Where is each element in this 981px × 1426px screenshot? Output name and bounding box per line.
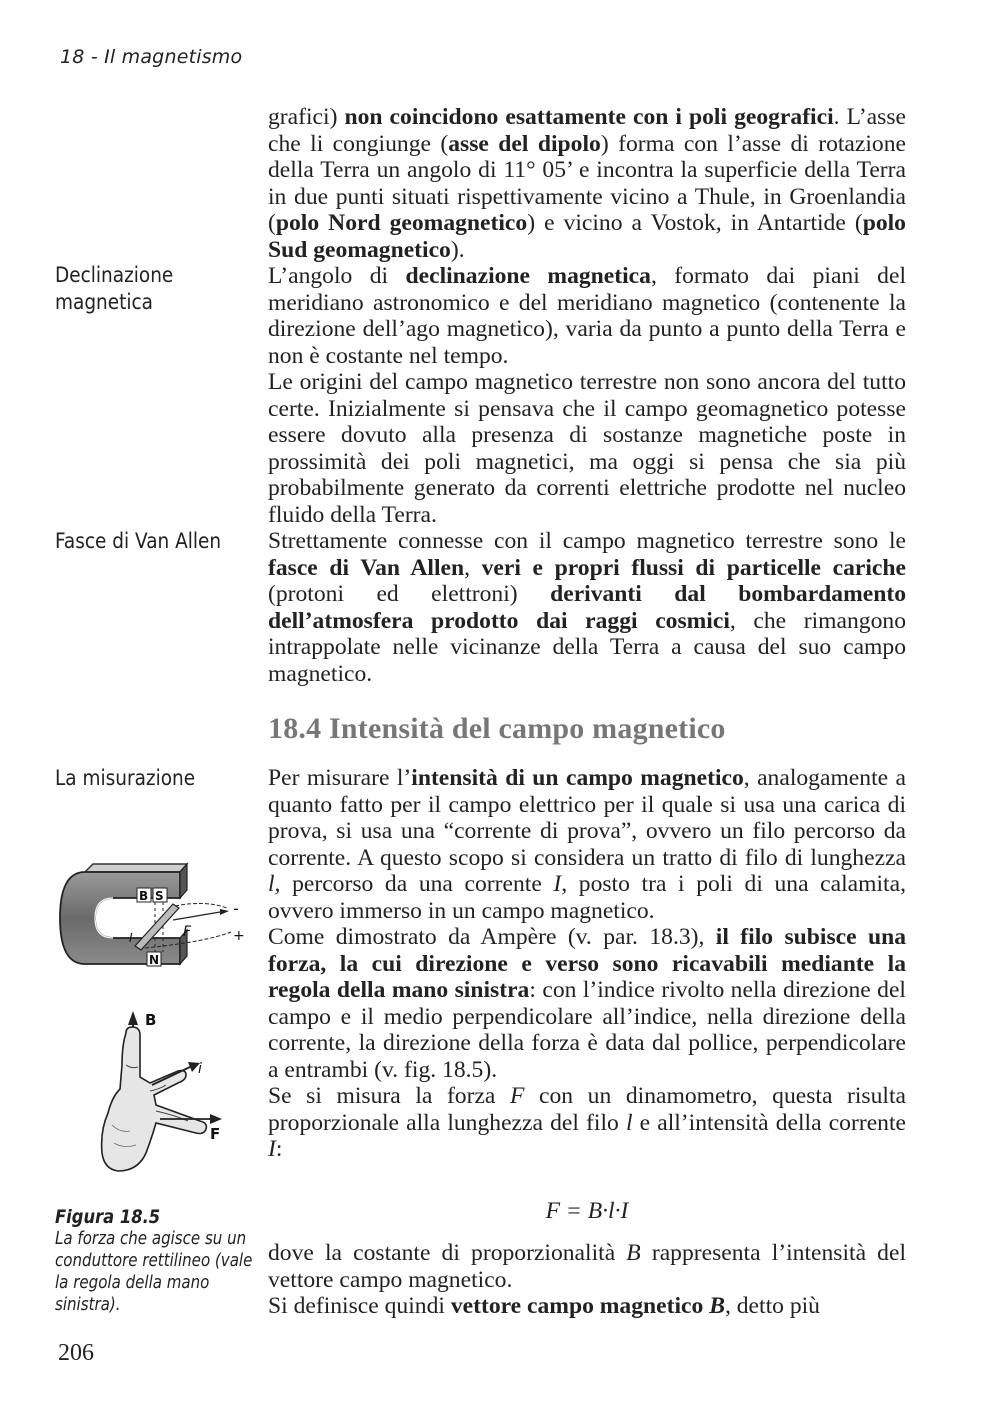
body-text-top bbox=[268, 104, 906, 687]
paragraph-definizione: Si definisce quindi vettore campo magnetico B, detto più bbox=[268, 1293, 820, 1319]
margin-note-declinazione: Declinazione magnetica bbox=[55, 263, 174, 314]
magnet-top-face bbox=[85, 864, 187, 872]
running-header: 18 - Il magnetismo bbox=[60, 46, 243, 68]
section-title: 18.4 Intensità del campo magnetico bbox=[268, 712, 726, 745]
paragraph-costante: dove la costante di proporzionalità B rappresenta l’intensità del vettore campo magnetico. bbox=[268, 1240, 906, 1293]
magnet-label-plus: + bbox=[233, 928, 245, 944]
magnet-label-s: S bbox=[155, 889, 164, 903]
margin-note-van-allen: Fasce di Van Allen bbox=[55, 529, 222, 553]
hand-label-i: i bbox=[198, 1061, 202, 1077]
magnet-label-b: B bbox=[139, 889, 149, 903]
formula: F = B·l·I bbox=[545, 1198, 629, 1224]
body-text-bottom bbox=[268, 1240, 906, 1320]
paragraph-dinamometro: Se si misura la forza F con un dinamometro, questa risulta proporzionale alla lunghezza del filo l e all’intensità della corrente I: bbox=[268, 1083, 906, 1162]
body-text-section bbox=[268, 765, 906, 1163]
magnet-label-f: F bbox=[183, 924, 192, 940]
paragraph-ampere: Come dimostrato da Ampère (v. par. 18.3), il filo subisce una forza, la cui direzione e verso sono ricavabili mediante la regola della mano sinistra: con l’indice rivolto nella direzione del campo e il medio perpendicolare all’indice, nella direzione della corrente, la direzione della forza è data dal pollice, perpendicolare a entrambi (v. fig. 18.5). bbox=[268, 924, 907, 1083]
paragraph-declinazione: L’angolo di declinazione magnetica, formato dai piani del meridiano astronomico e del meridiano magnetico (contenente la direzione dell’ago magnetico), varia da punto a punto della Terra e non è costante nel tempo. bbox=[268, 263, 907, 369]
paragraph-poli: grafici) non coincidono esattamente con i poli geografici. L’asse che li congiunge (asse del dipolo) forma con l’asse di rotazione della Terra un angolo di 11° 05’ e incontra la superficie della Terra in due punti situati rispettivamente vicino a Thule, in Groenlandia (polo Nord geomagnetico) e vicino a Vostok, in Antartide (polo Sud geomagnetico). bbox=[268, 104, 906, 263]
left-hand-rule-figure bbox=[90, 1005, 240, 1175]
figure-caption bbox=[55, 1206, 261, 1316]
paragraph-misurazione: Per misurare l’intensità di un campo magnetico, analogamente a quanto fatto per il campo elettrico per il quale si usa una carica di prova, si usa una “corrente di prova”, ovvero un filo percorso da corrente. A questo scopo si considera un tratto di filo di lunghezza l, percorso da una corrente I, posto tra i poli di una calamita, ovvero immerso in un campo magnetico. bbox=[268, 765, 906, 924]
figure-caption-text: La forza che agisce su un conduttore rettilineo (vale la regola della mano sinistra). bbox=[55, 1229, 253, 1315]
magnet-label-n: N bbox=[149, 953, 160, 967]
magnet-label-i: I bbox=[129, 931, 133, 945]
magnet-label-minus: - bbox=[233, 899, 239, 918]
paragraph-origini: Le origini del campo magnetico terrestre non sono ancora del tutto certe. Inizialmente si pensava che il campo geomagnetico potesse essere dovuto alla presenza di sostanze magnetiche poste in prossimità dei poli magnetici, ma oggi si pensa che sia più probabilmente generato da correnti elettriche prodotte nel nucleo fluido della Terra. bbox=[268, 369, 906, 528]
page-number: 206 bbox=[58, 1340, 94, 1366]
horseshoe-magnet-figure bbox=[55, 860, 260, 975]
hand-label-f: F bbox=[210, 1125, 221, 1143]
hand-outline bbox=[102, 1027, 207, 1171]
figure-caption-title: Figura 18.5 bbox=[55, 1206, 161, 1228]
margin-note-misurazione: La misurazione bbox=[55, 766, 196, 790]
paragraph-van-allen: Strettamente connesse con il campo magnetico terrestre sono le fasce di Van Allen, veri e propri flussi di particelle cariche (protoni ed elettroni) derivanti dal bombardamento dell’atmosfera prodotto dai raggi cosmici, che rimangono intrappolate nelle vicinanze della Terra a causa del suo campo magnetico. bbox=[268, 528, 907, 687]
hand-label-b: B bbox=[145, 1011, 157, 1029]
